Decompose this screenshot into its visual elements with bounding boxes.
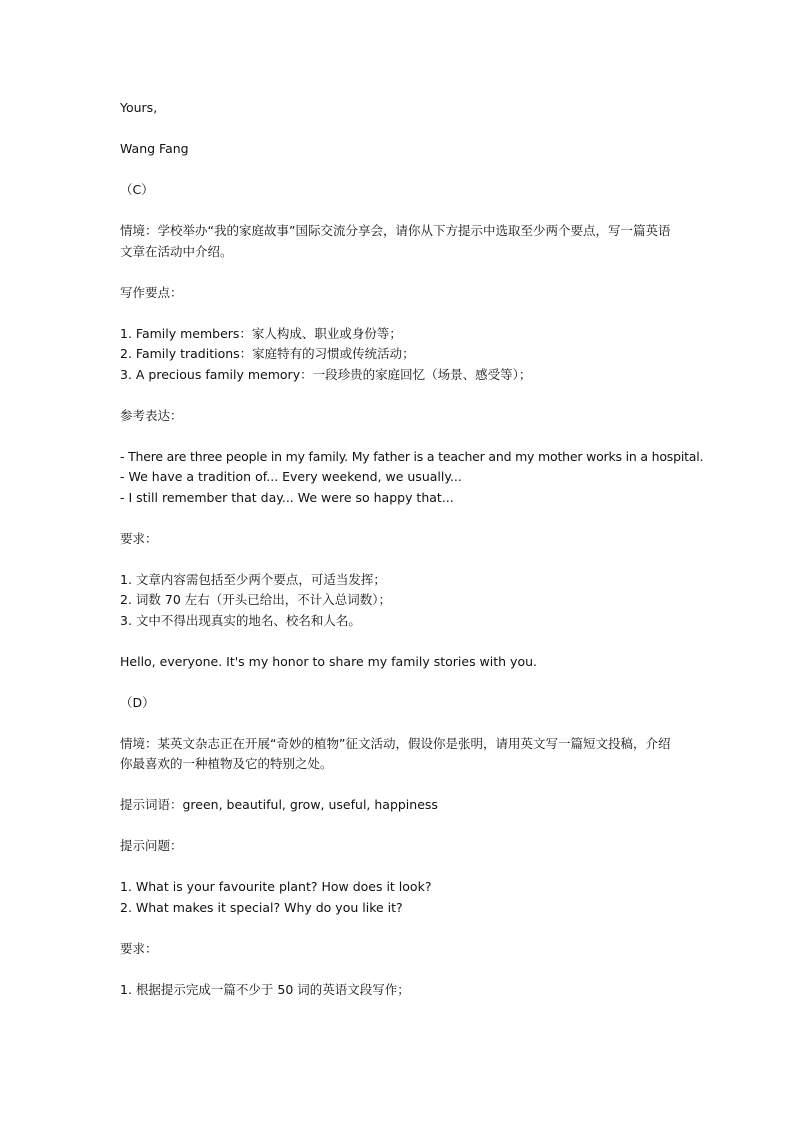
section-d-question: 2. What makes it special? Why do you like it? [120, 899, 403, 915]
document-content [120, 98, 704, 1021]
section-c-point: 2. Family traditions：家庭特有的习惯或传统活动； [120, 346, 415, 361]
section-c-points-list [120, 324, 680, 386]
section-c-situation: 情境：学校举办“我的家庭故事”国际交流分享会，请你从下方提示中选取至少两个要点，写一篇英语文章在活动中介绍。 [120, 223, 671, 259]
section-c-requirements-list [120, 570, 680, 632]
section-c-requirement: 2. 词数 70 左右（开头已给出，不计入总词数）； [120, 592, 392, 607]
section-c-points-heading: 写作要点： [120, 284, 183, 300]
section-c-label: （C） [120, 182, 154, 197]
section-d-requirement: 1. 根据提示完成一篇不少于 50 词的英语文段写作； [120, 981, 410, 997]
section-d-questions-heading: 提示问题： [120, 838, 183, 853]
section-c-requirement: 3. 文中不得出现真实的地名、校名和人名。 [120, 612, 361, 628]
section-c-reference: - There are three people in my family. My father is a teacher and my mother works in a hospital. [120, 448, 704, 464]
section-d-hint-words: 提示词语：green, beautiful, grow, useful, happiness [120, 797, 438, 812]
section-c-reference: - I still remember that day... We were so happy that... [120, 489, 454, 505]
letter-closing: Yours, [120, 100, 158, 115]
section-d-label: （D） [120, 694, 155, 710]
section-d-requirements-heading: 要求： [120, 940, 158, 956]
letter-signature: Wang Fang [120, 141, 189, 156]
section-d-question: 1. What is your favourite plant? How does it look? [120, 879, 432, 894]
section-c-requirements-heading: 要求： [120, 530, 158, 546]
section-c-opening: Hello, everyone. It's my honor to share my family stories with you. [120, 653, 537, 669]
section-c-requirement: 1. 文章内容需包括至少两个要点，可适当发挥； [120, 571, 386, 587]
section-d-situation: 情境：某英文杂志正在开展“奇妙的植物”征文活动，假设你是张明，请用英文写一篇短文投稿，介绍你最喜欢的一种植物及它的特别之处。 [120, 735, 671, 771]
section-c-reference: - We have a tradition of... Every weekend, we usually... [120, 469, 462, 484]
section-d-requirements-list [120, 980, 680, 1001]
section-c-point: 1. Family members：家人构成、职业或身份等； [120, 325, 402, 341]
section-c-reference-list [120, 447, 704, 509]
section-d-questions-list [120, 877, 680, 918]
section-c-reference-heading: 参考表达： [120, 407, 183, 423]
section-c-point: 3. A precious family memory：一段珍贵的家庭回忆（场景、感受等）； [120, 366, 532, 382]
